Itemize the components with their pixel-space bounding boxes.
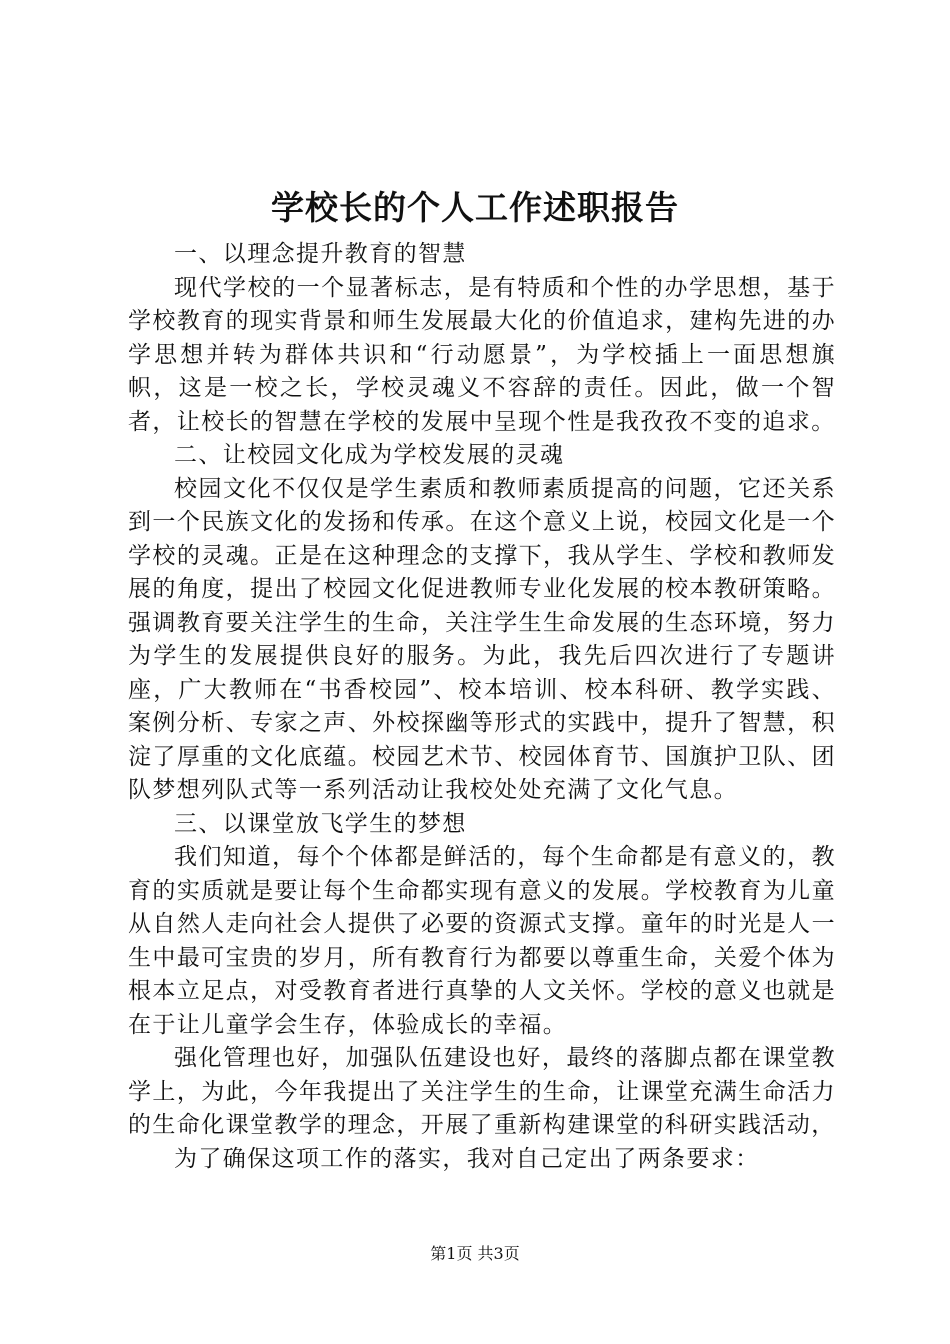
paragraph: 我们知道，每个个体都是鲜活的，每个生命都是有意义的，教育的实质就是要让每个生命都实现有意义的发展。学校教育为儿童从自然人走向社会人提供了必要的资源式支撑。童年的时光是人一生中最可宝贵的岁月，所有教育行为都要以尊重生命，关爱个体为根本立足点，对受教育者进行真挚的人文关怀。学校的意义也就是在于让儿童学会生存，体验成长的幸福。 [128,844,836,1038]
paragraph: 强化管理也好，加强队伍建设也好，最终的落脚点都在课堂教学上，为此，今年我提出了关注学生的生命，让课堂充满生命活力的生命化课堂教学的理念，开展了重新构建课堂的科研实践活动， [128,1045,836,1138]
document-title: 学校长的个人工作述职报告 [271,188,679,227]
paragraph: 为了确保这项工作的落实，我对自己定出了两条要求： [174,1145,760,1172]
section-heading-3: 三、以课堂放飞学生的梦想 [174,810,467,837]
paragraph: 现代学校的一个显著标志，是有特质和个性的办学思想，基于学校教育的现实背景和师生发展最大化的价值追求，建构先进的办学思想并转为群体共识和“行动愿景”，为学校插上一面思想旗帜，这是一校之长，学校灵魂义不容辞的责任。因此，做一个智者，让校长的智慧在学校的发展中呈现个性是我孜孜不变的追求。 [128,274,836,435]
section-heading-2: 二、让校园文化成为学校发展的灵魂 [174,442,565,468]
page-number-footer: 第1页 共3页 [430,1244,520,1263]
document-body [128,238,836,1176]
paragraph: 校园文化不仅仅是学生素质和教师素质提高的问题，它还关系到一个民族文化的发扬和传承。在这个意义上说，校园文化是一个学校的灵魂。正是在这种理念的支撑下，我从学生、学校和教师发展的角度，提出了校园文化促进教师专业化发展的校本教研策略。强调教育要关注学生的生命，关注学生生命发展的生态环境，努力为学生的发展提供良好的服务。为此，我先后四次进行了专题讲座，广大教师在“书香校园”、校本培训、校本科研、教学实践、案例分析、专家之声、外校探幽等形式的实践中，提升了智慧，积淀了厚重的文化底蕴。校园艺术节、校园体育节、国旗护卫队、团队梦想列队式等一系列活动让我校处处充满了文化气息。 [128,475,836,803]
section-heading-1: 一、以理念提升教育的智慧 [174,241,467,267]
